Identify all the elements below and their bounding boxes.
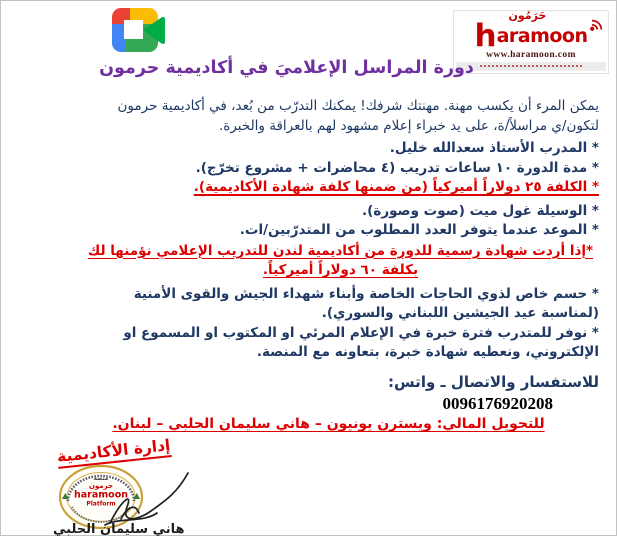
bullet-cost: * الكلفة ٢٥ دولاراً أميركياً (من ضمنها كلفة شهادة الأكاديمية).: [193, 179, 599, 195]
money-transfer-line: للتحويل المالي: ويسترن يونيون – هاني سليمان الحلبي – لبنان.: [112, 416, 545, 432]
academy-administration-label: إدارة الأكاديمية: [56, 436, 171, 469]
signer-name: هاني سليمان الحلبي: [53, 522, 185, 537]
google-meet-icon: [112, 8, 169, 53]
certificate-offer-line1: *إذا أردت شهادة رسمية للدورة من أكاديمية لندن للتدريب الإعلامي نؤمنها لك: [87, 242, 594, 259]
page-title: دورة المراسل الإعلاميَ في أكاديمية حرمون: [99, 58, 474, 78]
haramoon-wordmark: [474, 9, 588, 54]
haramoon-letter-h: h: [474, 18, 497, 54]
stamp-arabic-name: حرمون: [88, 482, 114, 490]
course-details: [82, 97, 599, 363]
broadcast-signal-icon: [589, 18, 604, 32]
haramoon-letters: aramoon: [496, 25, 588, 47]
certificate-offer: [82, 242, 599, 281]
contact-section: [82, 373, 599, 432]
bullet-discount: * حسم خاص لذوي الحاجات الخاصة وأبناء شهداء الجيش والقوى الأمنية (لمناسبة عيد الجيشين اللبناني والسوري).: [133, 285, 599, 321]
bullet-experience: * نوفر للمتدرب فترة خبرة في الإعلام المرئي او المكتوب او المسموع او الإلكتروني، ونعطيه شهادة خبرة، بتعاونه مع المنصة.: [123, 324, 599, 360]
stamp-latin-name: haramoon: [74, 489, 128, 501]
certificate-offer-line2: بكلفة ٦٠ دولاراً أميركياً.: [262, 262, 419, 278]
bullet-tool: * الوسيلة غول ميت (صوت وصورة).: [362, 202, 599, 219]
haramoon-url: www.haramoon.com: [486, 50, 576, 60]
whatsapp-phone-number: 0096176920208: [442, 394, 553, 413]
bullet-schedule: * الموعد عندما يتوفر العدد المطلوب من المتدرّبين/ات.: [239, 222, 599, 238]
haramoon-arabic-name: حَرَمُون: [508, 9, 547, 22]
bullet-trainer: * المدرب الأستاذ سعدالله خليل.: [389, 140, 599, 156]
intro-paragraph: يمكن المرء أن يكسب مهنة. مهنتك شرفك! يمكنك التدرّب من بُعد، في أكاديمية حرمون لتكون/ي مراسلاً/ة، على يد خبراء إعلام مشهود لهم بالعراقة والخبرة.: [117, 98, 599, 134]
contact-heading: للاستفسار والاتصال ـ واتس:: [387, 373, 599, 391]
stamp-top-word: منصة: [93, 476, 109, 482]
stamp-platform-word: Platform: [86, 500, 116, 508]
bullet-duration: * مدة الدورة ١٠ ساعات تدريب (٤ محاضرات + مشروع تخرّج).: [195, 159, 599, 176]
